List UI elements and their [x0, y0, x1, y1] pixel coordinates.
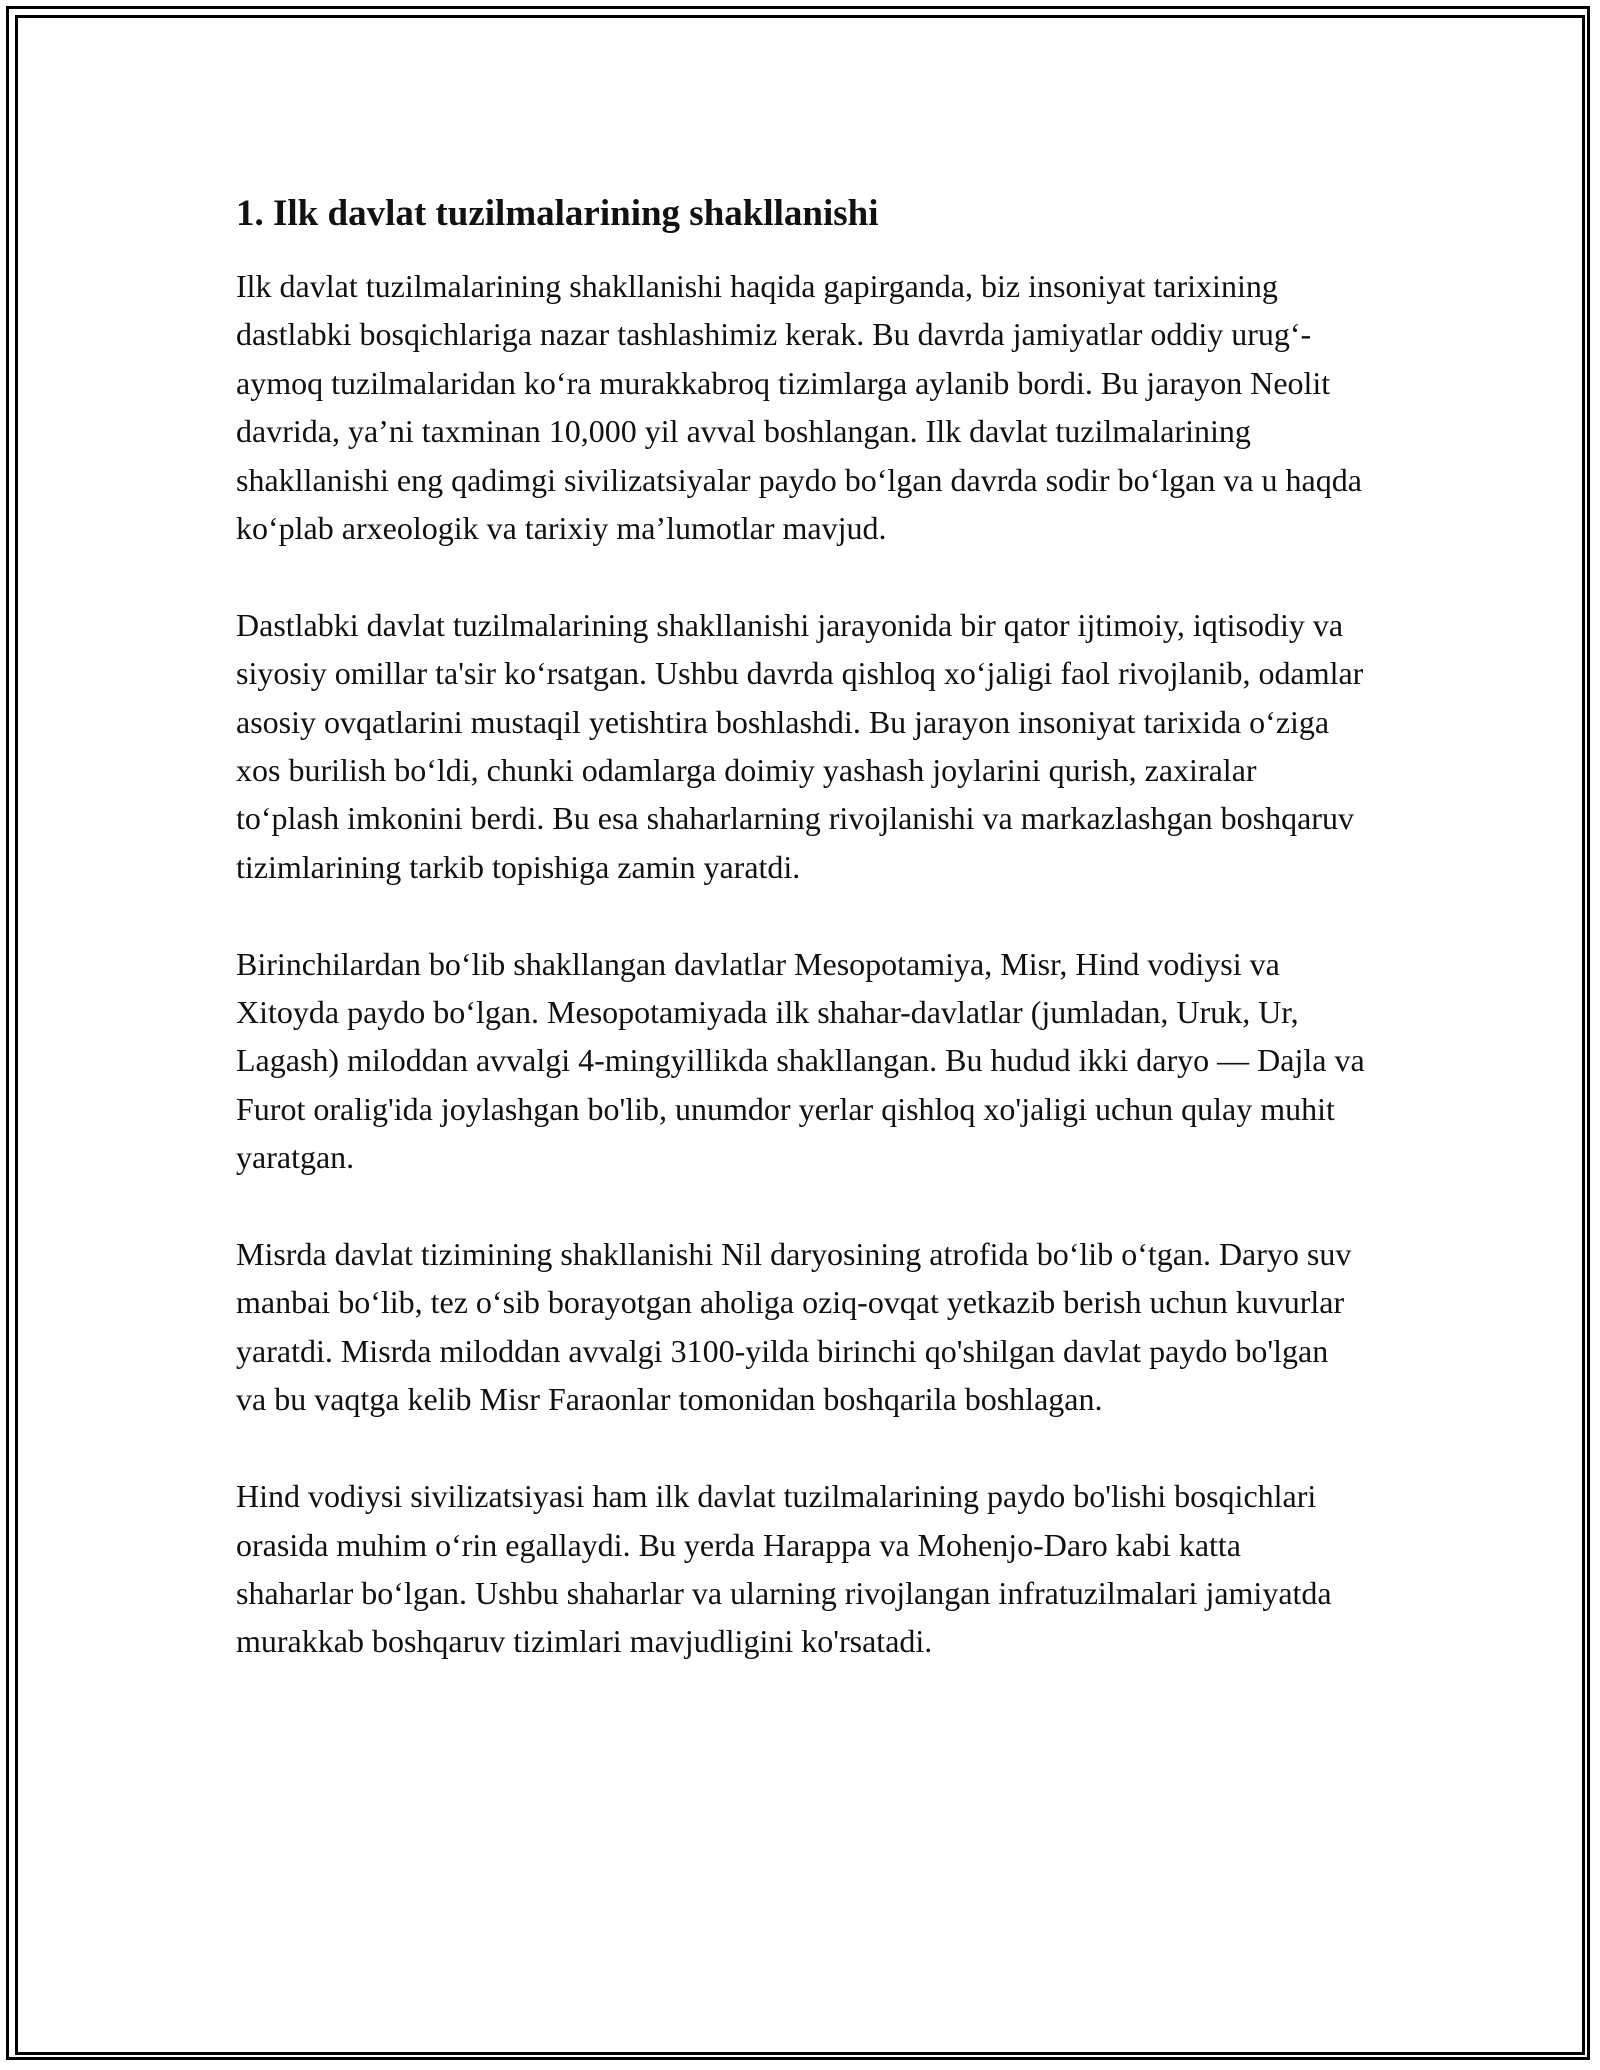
- paragraph-5: Hind vodiysi sivilizatsiyasi ham ilk davlat tuzilmalarining paydo bo'lishi bosqichlari orasida muhim oʻrin egallaydi. Bu yerda Harappa va Mohenjo-Daro kabi katta shaharlar boʻlgan. Ushbu shaharlar va ularning rivojlangan infratuzilmalari jamiyatda murakkab boshqaruv tizimlari mavjudligini ko'rsatadi.: [236, 1478, 1332, 1660]
- paragraph-2: Dastlabki davlat tuzilmalarining shakllanishi jarayonida bir qator ijtimoiy, iqtisodiy va siyosiy omillar ta'sir koʻrsatgan. Ushbu davrda qishloq xoʻjaligi faol rivojlanib, odamlar asosiy ovqatlarini mustaqil yetishtira boshlashdi. Bu jarayon insoniyat tarixida oʻziga xos burilish boʻldi, chunki odamlarga doimiy yashash joylarini qurish, zaxiralar toʻplash imkonini berdi. Bu esa shaharlarning rivojlanishi va markazlashgan boshqaruv tizimlarining tarkib topishiga zamin yaratdi.: [236, 606, 1364, 885]
- document-body: [236, 188, 1366, 1714]
- paragraph-3: Birinchilardan boʻlib shakllangan davlatlar Mesopotamiya, Misr, Hind vodiysi va Xitoyda paydo boʻlgan. Mesopotamiyada ilk shahar-davlatlar (jumladan, Uruk, Ur, Lagash) miloddan avvalgi 4-mingyillikda shakllangan. Bu hudud ikki daryo — Dajla va Furot oralig'ida joylashgan bo'lib, unumdor yerlar qishloq xo'jaligi uchun qulay muhit yaratgan.: [236, 945, 1365, 1176]
- paragraph-4: Misrda davlat tizimining shakllanishi Nil daryosining atrofida boʻlib oʻtgan. Daryo suv manbai boʻlib, tez oʻsib borayotgan aholiga oziq-ovqat yetkazib berish uchun kuvurlar yaratdi. Misrda miloddan avvalgi 3100-yilda birinchi qo'shilgan davlat paydo bo'lgan va bu vaqtga kelib Misr Faraonlar tomonidan boshqarila boshlagan.: [236, 1236, 1352, 1418]
- section-heading: 1. Ilk davlat tuzilmalarining shakllanishi: [236, 193, 879, 234]
- paragraph-1: Ilk davlat tuzilmalarining shakllanishi haqida gapirganda, biz insoniyat tarixining dastlabki bosqichlariga nazar tashlashimiz kerak. Bu davrda jamiyatlar oddiy urugʻ-aymoq tuzilmalaridan koʻra murakkabroq tizimlarga aylanib bordi. Bu jarayon Neolit davrida, ya’ni taxminan 10,000 yil avval boshlangan. Ilk davlat tuzilmalarining shakllanishi eng qadimgi sivilizatsiyalar paydo boʻlgan davrda sodir boʻlgan va u haqda koʻplab arxeologik va tarixiy ma’lumotlar mavjud.: [236, 268, 1362, 547]
